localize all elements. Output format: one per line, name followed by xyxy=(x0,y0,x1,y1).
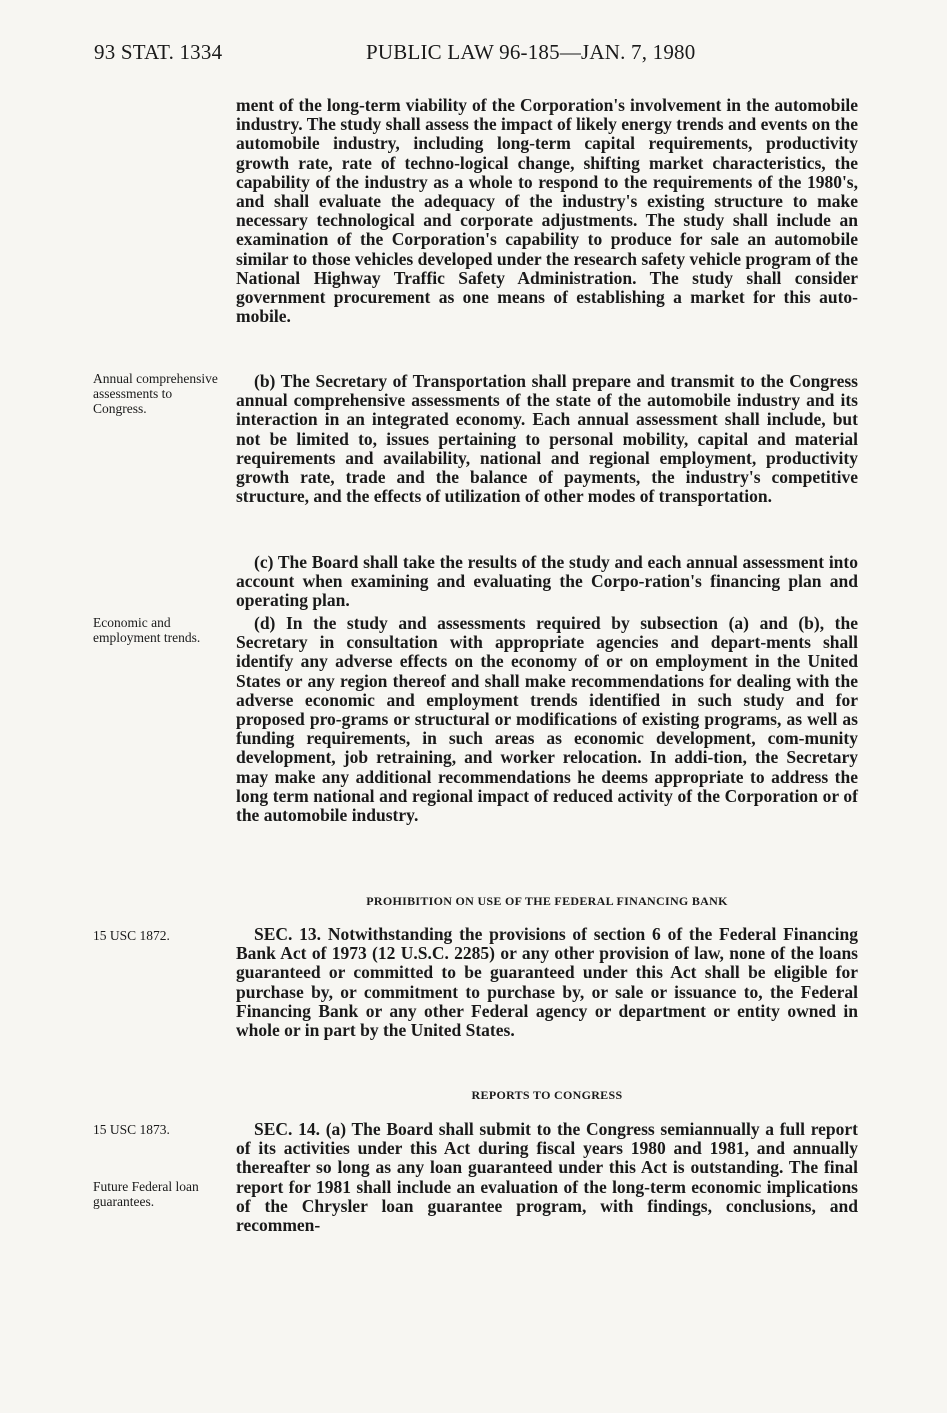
margin-note-economic: Economic and employment trends. xyxy=(93,615,201,645)
subsection-d-block xyxy=(236,614,858,825)
paragraph-continuation xyxy=(236,96,858,326)
section-14: SEC. 14. (a) The Board shall submit to the Congress semiannually a full report of its activities under this Act during fiscal years 1980 and 1981, and annually thereafter so long as any loan guaranteed under this Act is outstanding. The final report for 1981 shall include an evaluation of the long-term economic implications of the Chrysler loan guarantee program, with findings, conclusions, and recommen- xyxy=(236,1119,858,1236)
section-heading-ffb: PROHIBITION ON USE OF THE FEDERAL FINANCING BANK xyxy=(366,894,728,908)
subsection-c-block xyxy=(236,553,858,611)
subsection-b: (b) The Secretary of Transportation shall prepare and transmit to the Congress annual comprehensive assessments of the state of the automobile industry and its interaction in an integrated economy. Each annual assessment shall include, but not be limited to, issues pertaining to personal mobility, capital and material requirements and availability, national and regional employment, productivity growth rate, trade and the balance of payments, the industry's competitive structure, and the effects of utilization of other modes of transportation. xyxy=(236,371,858,507)
statute-citation: 93 STAT. 1334 xyxy=(94,40,223,64)
subsection-c: (c) The Board shall take the results of the study and each annual assessment into account when examining and evaluating the Corpo-ration's financing plan and operating plan. xyxy=(236,552,858,611)
page-title: PUBLIC LAW 96-185—JAN. 7, 1980 xyxy=(366,40,696,64)
section-14-block xyxy=(236,1120,858,1235)
subsection-d: (d) In the study and assessments required by subsection (a) and (b), the Secretary in consultation with appropriate agencies and depart-ments shall identify any adverse effects on the economy of or on employment in the United States or any region thereof and shall make recommendations for dealing with the adverse economic and employment trends identified in such study and for proposed pro-grams or structural or modifications of existing programs, as well as funding requirements, in such areas as economic development, com-munity development, job retraining, and worker relocation. In addi-tion, the Secretary may make any additional recommendations he deems appropriate to address the long term national and regional impact of reduced activity of the Corporation or of the automobile industry. xyxy=(236,613,858,826)
margin-note-future: Future Federal loan guarantees. xyxy=(93,1179,199,1209)
subsection-b-block xyxy=(236,372,858,506)
paragraph-a-continued: ment of the long-term viability of the Corporation's involvement in the automobile industry. The study shall assess the impact of likely energy trends and events on the automobile industry, including long-term capital requirements, productivity growth rate, rate of techno-logical change, shifting market characteristics, the capability of the industry as a whole to respond to the requirements of the 1980's, and shall evaluate the adequacy of the industry's existing structure to make necessary technological and corporate adjustments. The study shall include an examination of the Corporation's capability to produce for sale an automobile similar to those vehicles developed under the research safety vehicle program of the National Highway Traffic Safety Administration. The study shall consider government procurement as one means of establishing a market for this auto-mobile. xyxy=(236,95,858,327)
margin-note-usc-1872: 15 USC 1872. xyxy=(93,928,170,943)
margin-note-usc-1873: 15 USC 1873. xyxy=(93,1122,170,1137)
section-13: SEC. 13. Notwithstanding the provisions of section 6 of the Federal Financing Bank Act of 1973 (12 U.S.C. 2285) or any other provision of law, none of the loans guaranteed or committed to be guaranteed under this Act shall be eligible for purchase by, or commitment to purchase by, or sale or issuance to, the Federal Financing Bank or any other Federal agency or department or entity owned in whole or in part by the United States. xyxy=(236,924,858,1041)
section-13-block xyxy=(236,925,858,1040)
section-heading-reports: REPORTS TO CONGRESS xyxy=(471,1088,623,1102)
margin-note-annual: Annual comprehensive assessments to Congress. xyxy=(93,371,218,416)
